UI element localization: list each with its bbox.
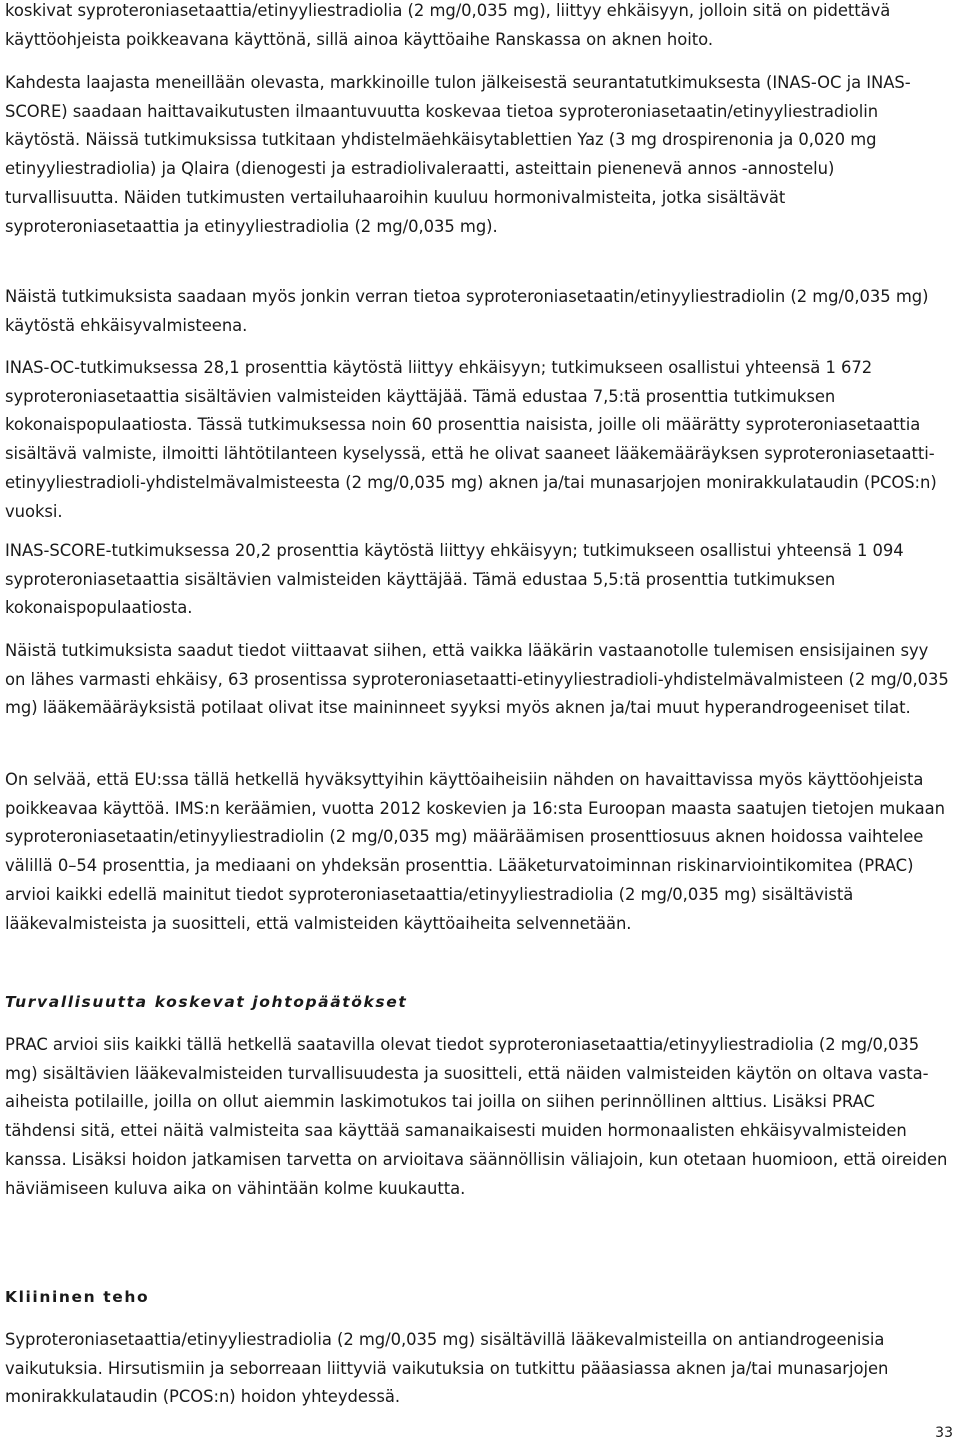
paragraph-2: Kahdesta laajasta meneillään olevasta, markkinoille tulon jälkeisestä seurantatutkimuksesta (INAS-OC ja INAS-SCORE) saadaan haittavaikutusten ilmaantuvuutta koskevaa tietoa syproteroniasetaatin/etinyyliestradiolin käytöstä. Näissä tutkimuksissa tutkitaan yhdistelmäehkäisytablettien Yaz (3 mg drospirenonia ja 0,020 mg etinyyliestradiolia) ja Qlaira (dienogesti ja estradiolivaleraatti, asteittain pienenevä annos -annostelu) turvallisuutta. Näiden tutkimusten vertailuhaaroihin kuuluu hormonivalmisteita, jotka sisältävät syproteroniasetaattia ja etinyyliestradiolia (2 mg/0,035 mg). xyxy=(5,73,911,236)
safety-conclusions-text: PRAC arvioi siis kaikki tällä hetkellä saatavilla olevat tiedot syproteroniasetaattia/etinyyliestradiolia (2 mg/0,035 mg) sisältävien lääkevalmisteiden turvallisuudesta ja suositteli, että näiden valmisteiden käytön on oltava vasta-aiheista potilaille, joilla on ollut aiemmin laskimotukos tai joilla on siihen perinnöllinen alttius. Lisäksi PRAC tähdensi sitä, ettei näitä valmisteita saa käyttää samanaikaisesti muiden hormonaalisten ehkäisyvalmisteiden kanssa. Lisäksi hoidon jatkamisen tarvetta on arvioitava säännöllisin väliajoin, kun otetaan huomioon, että oireiden häviämiseen kuluva aika on vähintään kolme kuukautta. xyxy=(5,1035,948,1198)
clinical-efficacy-text: Syproteroniasetaattia/etinyyliestradiolia (2 mg/0,035 mg) sisältävillä lääkevalmisteilla on antiandrogeenisia vaikutuksia. Hirsutismiin ja seborreaan liittyviä vaikutuksia on tutkittu pääasiassa aknen ja/tai munasarjojen monirakkulataudin (PCOS:n) hoidon yhteydessä. xyxy=(5,1330,889,1407)
page-number: 33 xyxy=(935,1425,953,1441)
paragraph-3: Näistä tutkimuksista saadaan myös jonkin verran tietoa syproteroniasetaatin/etinyyliestradiolin (2 mg/0,035 mg) käytöstä ehkäisyvalmisteena. xyxy=(5,287,929,335)
heading-safety-conclusions: Turvallisuutta koskevat johtopäätökset xyxy=(5,993,408,1011)
paragraph-4: INAS-OC-tutkimuksessa 28,1 prosenttia käytöstä liittyy ehkäisyyn; tutkimukseen osallistui yhteensä 1 672 syproteroniasetaattia sisältävien valmisteiden käyttäjää. Tämä edustaa 7,5:tä prosenttia tutkimuksen kokonaispopulaatiosta. Tässä tutkimuksessa noin 60 prosenttia naisista, joille oli määrätty syproteroniasetaattia sisältävä valmiste, ilmoitti lähtötilanteen kyselyssä, että he olivat saaneet lääkemääräyksen syproteroniasetaatti-etinyyliestradioli-yhdistelmävalmisteesta (2 mg/0,035 mg) aknen ja/tai munasarjojen monirakkulataudin (PCOS:n) vuoksi. xyxy=(5,358,937,521)
paragraph-6: Näistä tutkimuksista saadut tiedot viittaavat siihen, että vaikka lääkärin vastaanotolle tulemisen ensisijainen syy on lähes varmasti ehkäisy, 63 prosentissa syproteroniasetaatti-etinyyliestradioli-yhdistelmävalmisteen (2 mg/0,035 mg) lääkemääräyksistä potilaat olivat itse maininneet syyksi myös aknen ja/tai muut hyperandrogeeniset tilat. xyxy=(5,641,949,718)
heading-clinical-efficacy: Kliininen teho xyxy=(5,1288,150,1306)
paragraph-1: koskivat syproteroniasetaattia/etinyyliestradiolia (2 mg/0,035 mg), liittyy ehkäisyyn, jolloin sitä on pidettävä käyttöohjeista poikkeavana käyttönä, sillä ainoa käyttöaihe Ranskassa on aknen hoito. xyxy=(5,1,891,49)
paragraph-5: INAS-SCORE-tutkimuksessa 20,2 prosenttia käytöstä liittyy ehkäisyyn; tutkimukseen osallistui yhteensä 1 094 syproteroniasetaattia sisältävien valmisteiden käyttäjää. Tämä edustaa 5,5:tä prosenttia tutkimuksen kokonaispopulaatiosta. xyxy=(5,541,904,618)
paragraph-7: On selvää, että EU:ssa tällä hetkellä hyväksyttyihin käyttöaiheisiin nähden on havaittavissa myös käyttöohjeista poikkeavaa käyttöä. IMS:n keräämien, vuotta 2012 koskevien ja 16:sta Euroopan maasta saatujen tietojen mukaan syproteroniasetaatin/etinyyliestradiolin (2 mg/0,035 mg) määräämisen prosenttiosuus aknen hoidossa vaihtelee välillä 0–54 prosenttia, ja mediaani on yhdeksän prosenttia. Lääketurvatoiminnan riskinarviointikomitea (PRAC) arvioi kaikki edellä mainitut tiedot syproteroniasetaattia/etinyyliestradiolia (2 mg/0,035 mg) sisältävistä lääkevalmisteista ja suositteli, että valmisteiden käyttöaiheita selvennetään. xyxy=(5,770,946,933)
